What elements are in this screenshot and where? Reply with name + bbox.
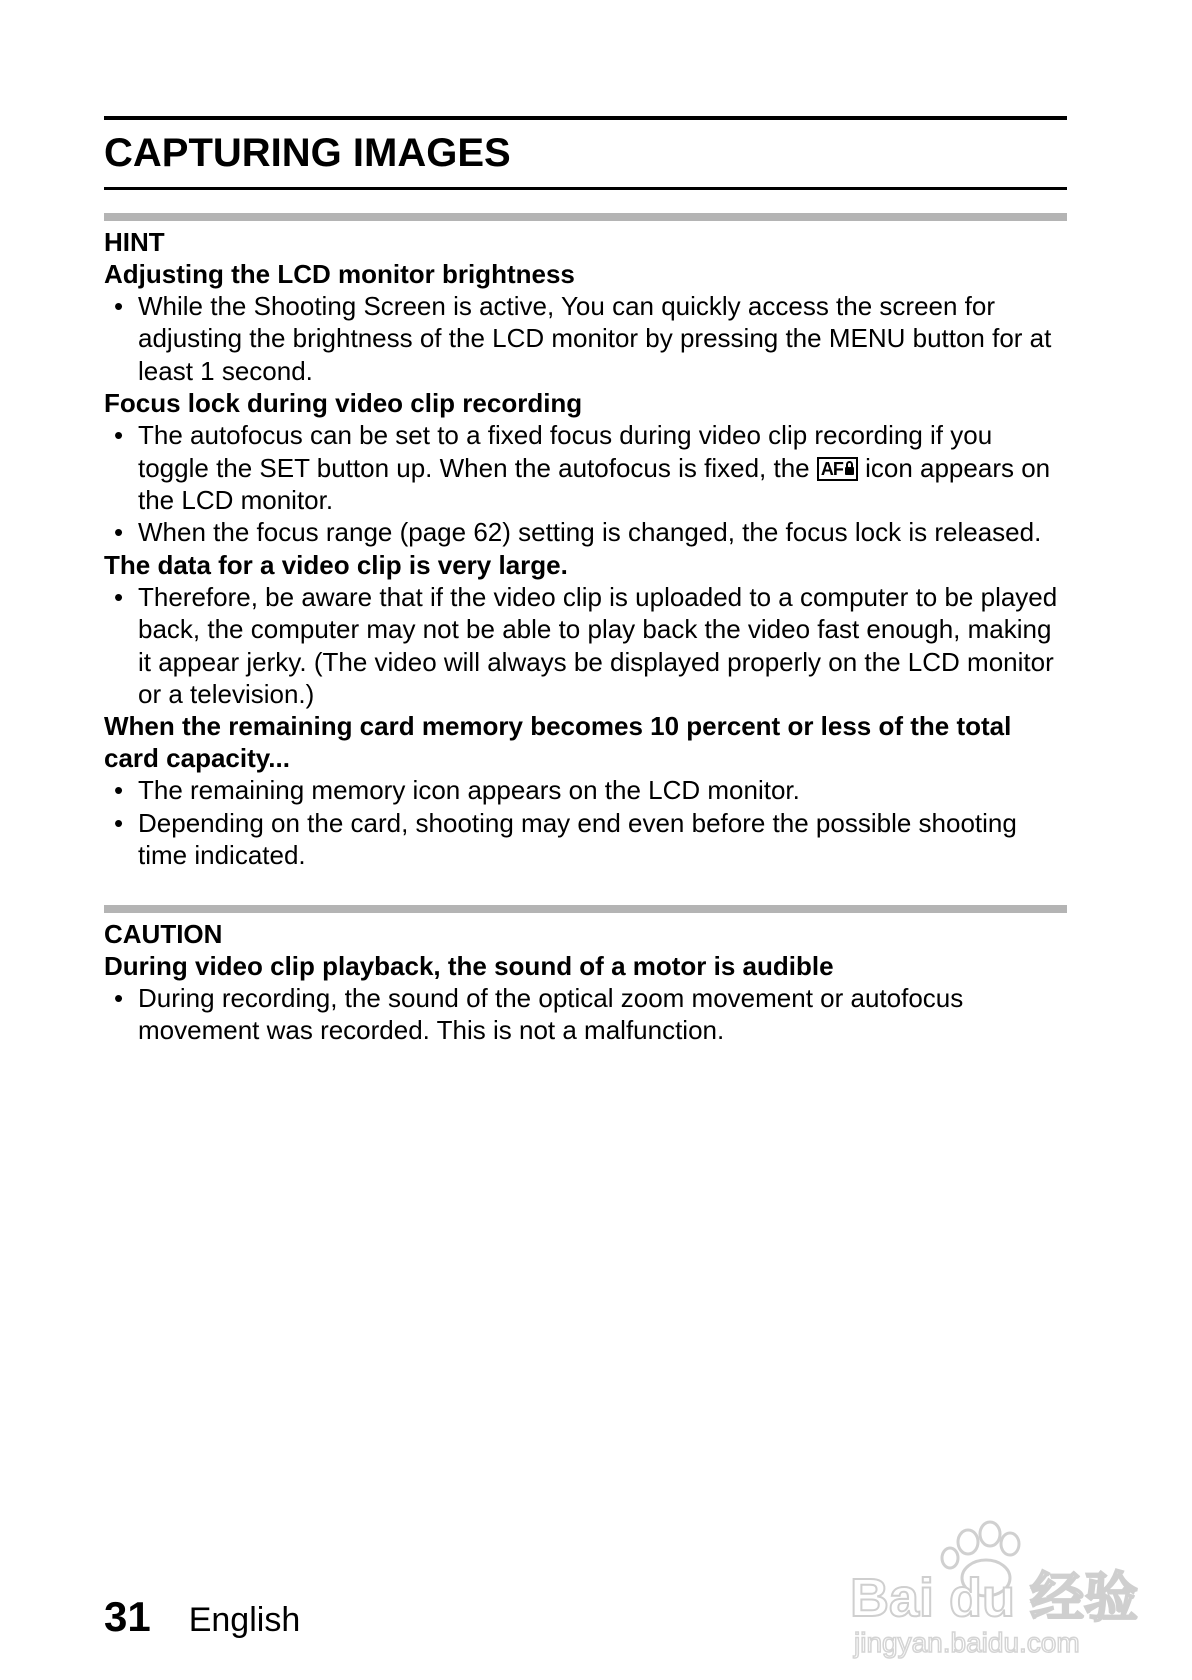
- hint-section-bar: [104, 213, 1067, 221]
- lock-icon: [845, 467, 854, 475]
- bullet-item: [104, 807, 1067, 872]
- bullet-item: [104, 419, 1067, 516]
- title-bottom-rule: [104, 187, 1067, 190]
- hint-topic-video-data-size: [104, 549, 1067, 711]
- hint-label: HINT: [104, 227, 165, 257]
- topic-heading: When the remaining card memory becomes 10 percent or less of the total card capacity...: [104, 711, 1012, 774]
- bullet-list: [104, 581, 1067, 711]
- bullet-text: Therefore, be aware that if the video clip is uploaded to a computer to be played back, the computer may not be able to play back the video fast enough, making it appear jerky. (The video will always be displayed properly on the LCD monitor or a television.): [138, 581, 1058, 710]
- bullet-list: [104, 774, 1067, 871]
- page-title: CAPTURING IMAGES: [104, 131, 511, 175]
- page-number: 31: [104, 1593, 151, 1640]
- bullet-text: The autofocus can be set to a fixed focus during video clip recording if you toggle the SET button up. When the autofocus is fixed, the: [138, 420, 993, 483]
- bullet-text: While the Shooting Screen is active, You can quickly access the screen for adjusting the brightness of the LCD monitor by pressing the MENU button for at least 1 second.: [138, 291, 1052, 386]
- hint-topic-lcd-brightness: [104, 258, 1067, 387]
- bullet-item: [104, 581, 1067, 711]
- page-content: [104, 116, 1067, 1047]
- page-language: English: [188, 1601, 301, 1639]
- bullet-dot-icon: •: [114, 581, 124, 612]
- af-lock-icon-label: AF: [820, 458, 843, 479]
- bullet-item: [104, 982, 1067, 1047]
- caution-topic-motor-sound: [104, 950, 1067, 1047]
- af-lock-icon: [817, 457, 858, 481]
- bullet-dot-icon: •: [114, 517, 124, 548]
- bullet-dot-icon: •: [114, 420, 124, 451]
- bullet-dot-icon: •: [114, 291, 124, 321]
- caution-section-bar: [104, 905, 1067, 913]
- caution-section: [104, 905, 1067, 1047]
- topic-heading: During video clip playback, the sound of a motor is audible: [104, 950, 834, 981]
- bullet-text: When the focus range (page 62) setting is changed, the focus lock is released.: [138, 517, 1042, 548]
- baidu-jingyan-watermark: [850, 1512, 1140, 1660]
- bullet-text: icon appears on the LCD monitor.: [138, 452, 1051, 516]
- bullet-text: Depending on the card, shooting may end even before the possible shooting time indicated.: [138, 807, 1017, 871]
- title-top-rule: [104, 116, 1067, 120]
- topic-heading: Adjusting the LCD monitor brightness: [104, 259, 575, 289]
- watermark-brand: Bai du 经验: [850, 1568, 1139, 1628]
- bullet-list: [104, 419, 1067, 549]
- hint-section: [104, 213, 1067, 872]
- bullet-item: [104, 774, 1067, 806]
- bullet-list: [104, 982, 1067, 1047]
- caution-label: CAUTION: [104, 918, 223, 949]
- bullet-dot-icon: •: [114, 807, 124, 838]
- bullet-text: During recording, the sound of the optical zoom movement or autofocus movement was recorded. This is not a malfunction.: [138, 982, 964, 1046]
- hint-topic-focus-lock: [104, 387, 1067, 549]
- bullet-text: The remaining memory icon appears on the LCD monitor.: [138, 775, 800, 806]
- page-footer: [104, 1594, 300, 1640]
- bullet-item: [104, 290, 1067, 387]
- watermark-url: jingyan.baidu.com: [854, 1627, 1080, 1658]
- bullet-dot-icon: •: [114, 775, 124, 806]
- hint-topic-card-memory: [104, 710, 1067, 871]
- topic-heading: The data for a video clip is very large.: [104, 549, 568, 580]
- bullet-item: [104, 516, 1067, 548]
- bullet-list: [104, 290, 1067, 387]
- topic-heading: Focus lock during video clip recording: [104, 388, 583, 419]
- bullet-dot-icon: •: [114, 982, 124, 1013]
